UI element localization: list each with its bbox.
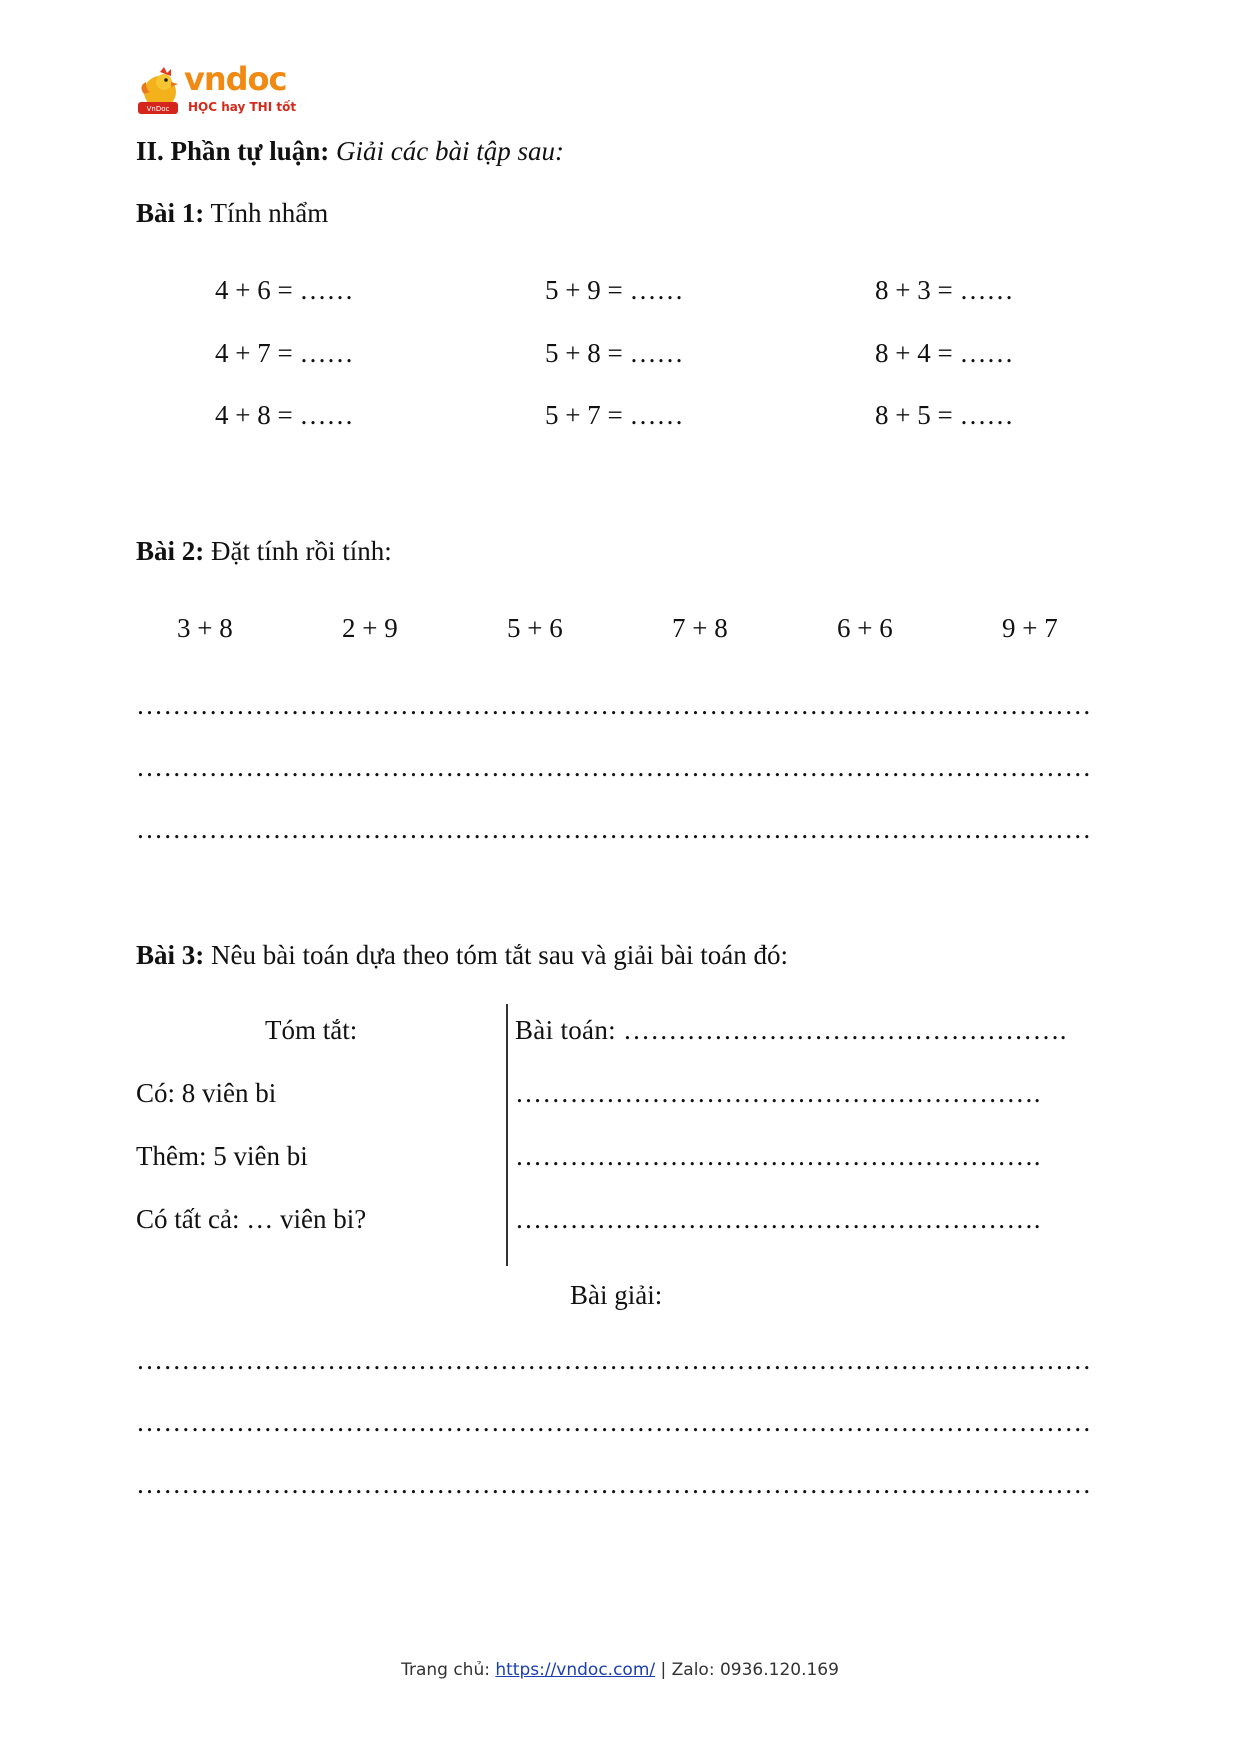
bai2-heading <box>136 536 392 567</box>
problem-line: …………………………………………………. <box>515 1141 1041 1171</box>
problem-label: Bài toán: …………………………………………. <box>515 1015 1067 1045</box>
answer-line: …………………………………………………………………………………………… <box>136 690 1092 720</box>
bai3-label: Bài 3: <box>136 940 205 970</box>
bai1-expression: 5 + 7 = …… <box>545 400 684 430</box>
section-heading <box>136 136 564 167</box>
bai2-item: 6 + 6 <box>837 613 893 643</box>
summary-line: Có: 8 viên bi <box>136 1078 277 1108</box>
solution-line: …………………………………………………………………………………………… <box>136 1469 1092 1499</box>
solution-title: Bài giải: <box>570 1280 663 1310</box>
problem-line: …………………………………………………. <box>515 1078 1041 1108</box>
section-label: II. Phần tự luận: <box>136 136 330 166</box>
answer-line: …………………………………………………………………………………………… <box>136 814 1092 844</box>
bai1-expression: 4 + 7 = …… <box>215 338 354 368</box>
logo-badge-text: VnDoc <box>146 105 170 113</box>
answer-line: …………………………………………………………………………………………… <box>136 752 1092 782</box>
footer-prefix: Trang chủ: <box>401 1660 496 1680</box>
column-divider <box>506 1004 508 1266</box>
logo-brand: vndoc <box>184 60 287 98</box>
bai2-label: Bài 2: <box>136 536 205 566</box>
bai1-expression: 8 + 4 = …… <box>875 338 1014 368</box>
bai2-item: 5 + 6 <box>507 613 563 643</box>
bai1-expression: 5 + 8 = …… <box>545 338 684 368</box>
bai1-label: Bài 1: <box>136 198 205 228</box>
problem-line: …………………………………………………. <box>515 1204 1041 1234</box>
bai2-item: 3 + 8 <box>177 613 233 643</box>
logo-slogan: HỌC hay THI tốt <box>188 100 297 114</box>
footer-contact: | Zalo: 0936.120.169 <box>655 1660 839 1680</box>
section-instruction: Giải các bài tập sau: <box>336 136 564 166</box>
bai2-item: 9 + 7 <box>1002 613 1058 643</box>
page-footer <box>0 1660 1240 1680</box>
bai1-heading <box>136 198 328 229</box>
solution-line: …………………………………………………………………………………………… <box>136 1407 1092 1437</box>
summary-line: Thêm: 5 viên bi <box>136 1141 308 1171</box>
vndoc-logo <box>136 60 297 122</box>
bai1-expression: 8 + 5 = …… <box>875 400 1014 430</box>
summary-line: Có tất cả: … viên bi? <box>136 1204 367 1234</box>
bai1-expression: 5 + 9 = …… <box>545 275 684 305</box>
bai1-expression: 4 + 8 = …… <box>215 400 354 430</box>
bai2-item: 2 + 9 <box>342 613 398 643</box>
bai1-title: Tính nhẩm <box>210 198 329 228</box>
bai2-title: Đặt tính rồi tính: <box>211 536 392 566</box>
bai2-item: 7 + 8 <box>672 613 728 643</box>
homepage-link[interactable]: https://vndoc.com/ <box>495 1660 656 1680</box>
solution-line: …………………………………………………………………………………………… <box>136 1345 1092 1375</box>
bai3-title: Nêu bài toán dựa theo tóm tắt sau và giải bài toán đó: <box>211 940 788 970</box>
summary-title: Tóm tắt: <box>265 1015 358 1045</box>
bai3-heading <box>136 940 788 971</box>
bai1-expression: 8 + 3 = …… <box>875 275 1014 305</box>
bai1-expression: 4 + 6 = …… <box>215 275 354 305</box>
